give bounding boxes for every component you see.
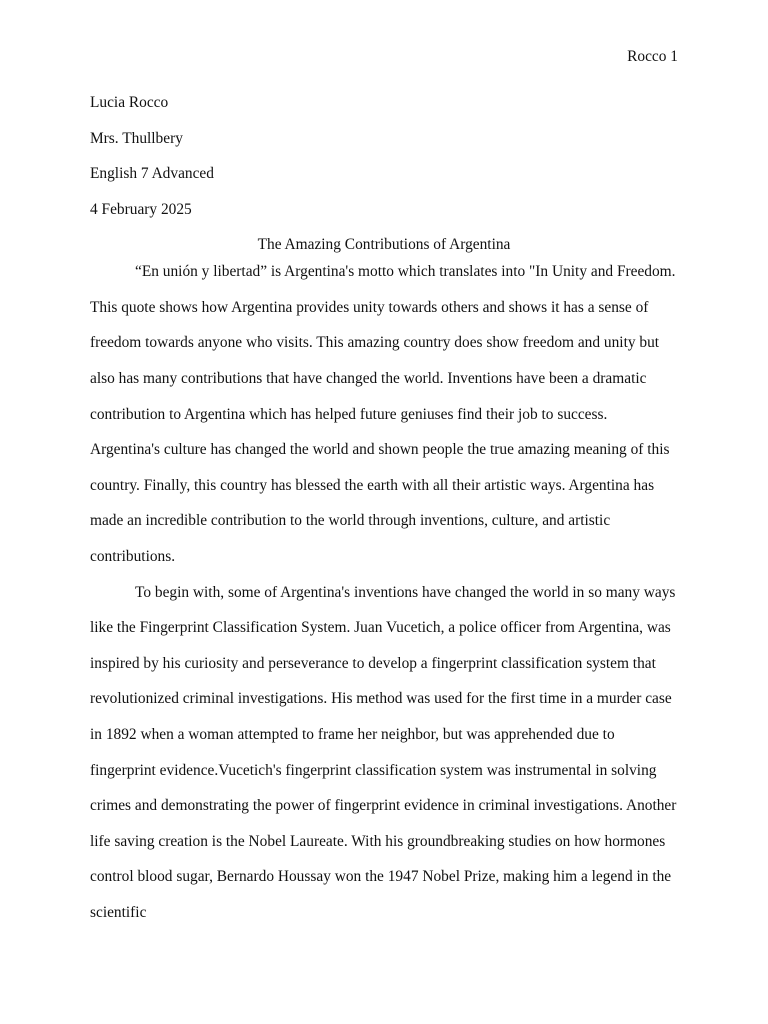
course-name: English 7 Advanced	[90, 165, 214, 183]
essay-date: 4 February 2025	[90, 200, 192, 218]
essay-title: The Amazing Contributions of Argentina	[257, 236, 511, 254]
running-header: Rocco 1	[627, 48, 678, 65]
teacher-name: Mrs. Thullbery	[90, 129, 183, 147]
document-body	[90, 93, 678, 931]
paragraph-inventions: To begin with, some of Argentina's inventions have changed the world in so many ways like the Fingerprint Classification System. Juan Vucetich, a police officer from Argentina, was inspired by his curiosity and perseverance to develop a fingerprint classification system that revolutionized criminal investigations. His method was used for the first time in a murder case in 1892 when a woman attempted to frame her neighbor, but was apprehended due to fingerprint evidence.Vucetich's fingerprint classification system was instrumental in solving crimes and demonstrating the power of fingerprint evidence in criminal investigations. Another life saving creation is the Nobel Laureate. With his groundbreaking studies on how hormones control blood sugar, Bernardo Houssay won the 1947 Nobel Prize, making him a legend in the scientific	[90, 583, 677, 921]
author-name: Lucia Rocco	[90, 94, 169, 111]
paragraph-introduction: “En unión y libertad” is Argentina's motto which translates into "In Unity and Freedom. This quote shows how Argentina provides unity towards others and shows it has a sense of freedom towards anyone who visits. This amazing country does show freedom and unity but also has many contributions that have changed the world. Inventions have been a dramatic contribution to Argentina which has helped future geniuses find their job to success. Argentina's culture has changed the world and shown people the true amazing meaning of this country. Finally, this country has blessed the earth with all their artistic ways. Argentina has made an incredible contribution to the world through inventions, culture, and artistic contributions.	[90, 263, 676, 566]
